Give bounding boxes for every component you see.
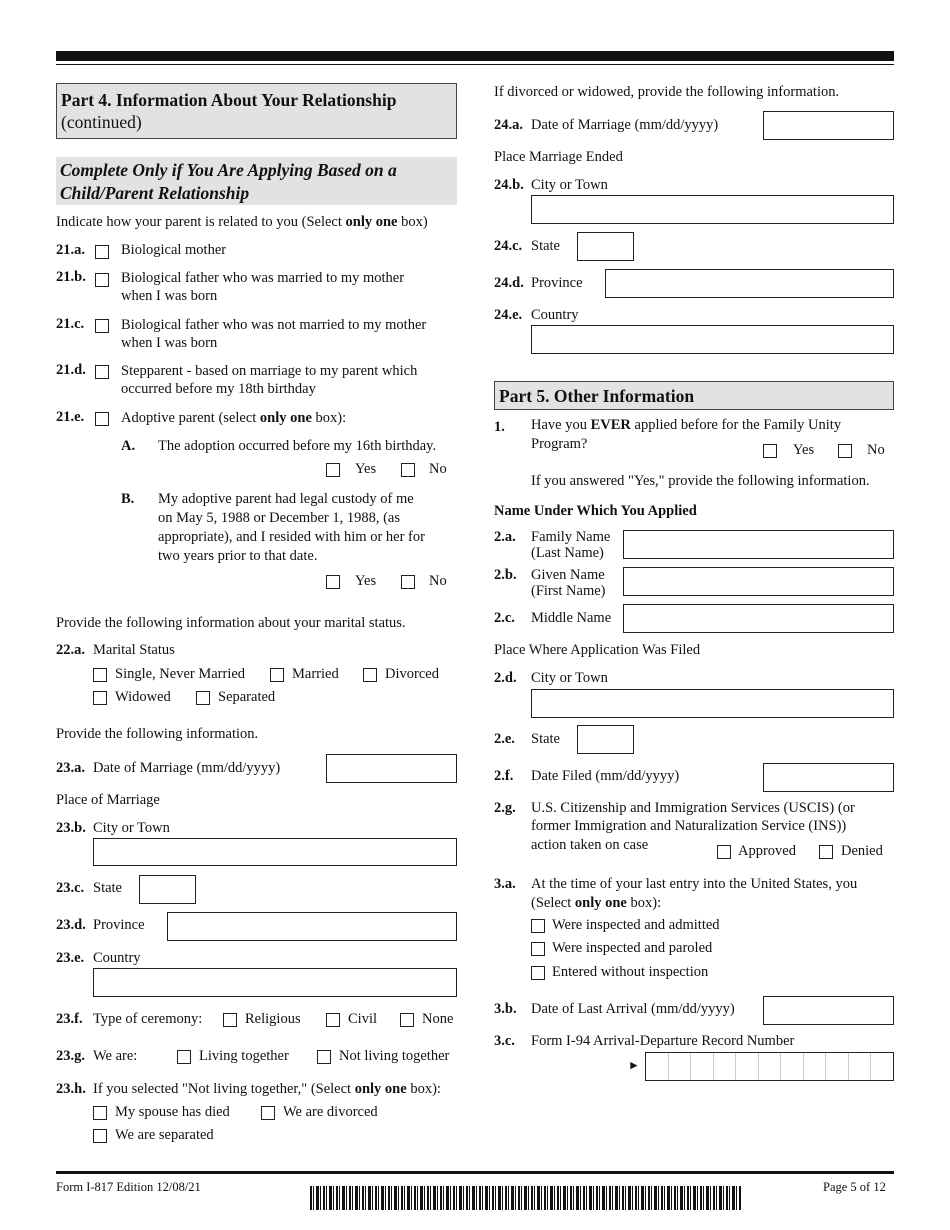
q2b-line2: (First Name) [531,583,606,599]
q2f-num: 2.f. [494,768,514,784]
divorced-label: Divorced [385,666,439,682]
top-rule [56,51,894,61]
q21a-checkbox[interactable] [95,245,109,259]
i94-number-field[interactable] [645,1052,894,1081]
living-together-label: Living together [199,1048,289,1064]
q2c-num: 2.c. [494,610,515,626]
divorced-intro: If divorced or widowed, provide the following information. [494,84,840,100]
optB-no-checkbox[interactable] [401,575,415,589]
part5-header [494,381,894,410]
last-arrival-date-field[interactable] [763,996,894,1025]
q24b-num: 24.b. [494,177,524,193]
q23h-label-bold: only one [354,1081,407,1097]
q2a-line1: Family Name [531,529,611,545]
spouse-died-checkbox[interactable] [93,1106,107,1120]
if-yes-instruction: If you answered "Yes," provide the following information. [531,473,870,489]
q3b-num: 3.b. [494,1001,517,1017]
form-edition: Form I-817 Edition 12/08/21 [56,1180,201,1194]
q23g-num: 23.g. [56,1048,85,1064]
civil-checkbox[interactable] [326,1013,340,1027]
place-filed: Place Where Application Was Filed [494,642,701,658]
q21b-num: 21.b. [56,269,86,285]
q23a-num: 23.a. [56,760,85,776]
q2b-line1: Given Name [531,567,605,583]
inspected-paroled-label: Were inspected and paroled [552,940,713,956]
q2a-num: 2.a. [494,529,516,545]
q24e-label: Country [531,307,579,323]
q2e-label: State [531,731,560,747]
barcode-icon [310,1186,742,1210]
optB-yes-checkbox[interactable] [326,575,340,589]
separated-checkbox[interactable] [196,691,210,705]
q2b-num: 2.b. [494,567,517,583]
without-inspection-label: Entered without inspection [552,964,709,980]
q22a-num: 22.a. [56,642,85,658]
q23c-label: State [93,880,122,896]
we-are-separated-label: We are separated [115,1127,214,1143]
filed-city-field[interactable] [531,689,894,718]
subtitle-line2: Child/Parent Relationship [60,183,250,203]
q23b-num: 23.b. [56,820,86,836]
q1-yes-checkbox[interactable] [763,444,777,458]
q1-label-post: applied before for the Family Unity [630,417,842,433]
optB-yes-label: Yes [355,573,377,589]
q21d-label1: Stepparent - based on marriage to my parent which [121,363,418,379]
q21d-num: 21.d. [56,362,86,378]
q24a-num: 24.a. [494,117,523,133]
q3c-num: 3.c. [494,1033,515,1049]
q24d-label: Province [531,275,583,291]
approved-checkbox[interactable] [717,845,731,859]
married-label: Married [292,666,339,682]
q21e-label [121,410,346,427]
q1-no-checkbox[interactable] [838,444,852,458]
we-are-divorced-label: We are divorced [283,1104,378,1120]
given-name-field[interactable] [623,567,894,596]
married-checkbox[interactable] [270,668,284,682]
marriage-date-field[interactable] [326,754,457,783]
q24b-label: City or Town [531,177,608,193]
q2e-num: 2.e. [494,731,515,747]
q21d-checkbox[interactable] [95,365,109,379]
we-are-separated-checkbox[interactable] [93,1129,107,1143]
q24a-label: Date of Marriage (mm/dd/yyyy) [531,117,719,133]
q23h-label-post: box): [406,1081,441,1097]
optB-line4: two years prior to that date. [158,548,318,564]
marriage-province-field[interactable] [167,912,457,941]
marriage-country-field[interactable] [93,968,457,997]
living-together-checkbox[interactable] [177,1050,191,1064]
q3b-label: Date of Last Arrival (mm/dd/yyyy) [531,1001,735,1017]
q23d-label: Province [93,917,145,933]
relationship-instruction [56,214,428,231]
optA-text: The adoption occurred before my 16th birthday. [158,438,437,454]
subtitle-line1: Complete Only if You Are Applying Based on a [60,160,397,180]
none-checkbox[interactable] [400,1013,414,1027]
q21e-checkbox[interactable] [95,412,109,426]
marriage-state-field[interactable] [139,875,196,904]
q24c-label: State [531,238,560,254]
single-label: Single, Never Married [115,666,246,682]
q23e-label: Country [93,950,141,966]
denied-label: Denied [841,843,883,859]
q2d-label: City or Town [531,670,608,686]
q3a-line2-bold: only one [574,895,627,911]
widowed-label: Widowed [115,689,171,705]
q3a-num: 3.a. [494,876,516,892]
bottom-rule [56,1171,894,1174]
optB-letter: B. [121,491,135,507]
q2f-label: Date Filed (mm/dd/yyyy) [531,768,680,784]
q3a-line1: At the time of your last entry into the United States, you [531,876,858,892]
optB-line2: on May 5, 1988 or December 1, 1988, (as [158,510,401,526]
q2g-num: 2.g. [494,800,516,816]
without-inspection-checkbox[interactable] [531,966,545,980]
q1-label-pre: Have you [531,417,591,433]
inspected-admitted-checkbox[interactable] [531,919,545,933]
q22a-label: Marital Status [93,642,175,658]
q21e-label-pre: Adoptive parent (select [121,410,260,426]
q24e-num: 24.e. [494,307,523,323]
q24d-num: 24.d. [494,275,524,291]
q23f-num: 23.f. [56,1011,83,1027]
q1-yes-label: Yes [793,442,815,458]
q3a-line2-post: box): [626,895,662,911]
q23g-label: We are: [93,1048,138,1064]
not-living-together-label: Not living together [339,1048,450,1064]
we-are-divorced-checkbox[interactable] [261,1106,275,1120]
q2c-label: Middle Name [531,610,612,626]
optA-yes-label: Yes [355,461,377,477]
page-number: Page 5 of 12 [823,1180,886,1194]
approved-label: Approved [738,843,796,859]
q21b-label2: when I was born [121,288,218,304]
q21e-num: 21.e. [56,409,85,425]
none-label: None [422,1011,454,1027]
inspected-paroled-checkbox[interactable] [531,942,545,956]
q23d-num: 23.d. [56,917,86,933]
arrow-icon: ► [628,1058,640,1072]
q21c-num: 21.c. [56,316,85,332]
optB-line3: appropriate), and I resided with him or her for [158,529,425,545]
optB-no-label: No [429,573,447,589]
q2d-num: 2.d. [494,670,517,686]
instruction-post: box) [397,214,428,230]
q23b-label: City or Town [93,820,170,836]
q2g-line1: U.S. Citizenship and Immigration Services (USCIS) (or [531,800,855,816]
q21a-num: 21.a. [56,242,85,258]
top-thin-rule [56,64,894,65]
q21a-label: Biological mother [121,242,227,258]
q2g-line2: former Immigration and Naturalization Service (INS)) [531,818,847,834]
religious-label: Religious [245,1011,301,1027]
q1-line2: Program? [531,436,588,452]
marriage-city-field[interactable] [93,838,457,866]
widowed-checkbox[interactable] [93,691,107,705]
civil-label: Civil [348,1011,378,1027]
q21c-label2: when I was born [121,335,218,351]
q1-num: 1. [494,419,505,435]
q21d-label2: occurred before my 18th birthday [121,381,316,397]
name-heading: Name Under Which You Applied [494,503,697,519]
single-checkbox[interactable] [93,668,107,682]
ended-state-field[interactable] [577,232,634,261]
q23h-num: 23.h. [56,1081,86,1097]
marital-intro: Provide the following information about your marital status. [56,615,406,631]
instruction-pre: Indicate how your parent is related to you (Select [56,214,346,230]
q23c-num: 23.c. [56,880,85,896]
optA-yes-checkbox[interactable] [326,463,340,477]
part4-header [56,83,457,139]
ended-province-field[interactable] [605,269,894,298]
date-filed-field[interactable] [763,763,894,792]
q23e-num: 23.e. [56,950,85,966]
optA-no-label: No [429,461,447,477]
q21b-label1: Biological father who was married to my mother [121,270,405,286]
middle-name-field[interactable] [623,604,894,633]
part4-continued: (continued) [61,112,142,132]
q23h-label [93,1081,441,1098]
ended-city-field[interactable] [531,195,894,224]
place-of-marriage: Place of Marriage [56,792,160,808]
part4-title: Part 4. Information About Your Relationship [61,90,397,110]
optB-line1: My adoptive parent had legal custody of me [158,491,414,507]
place-marriage-ended: Place Marriage Ended [494,149,623,165]
q21c-checkbox[interactable] [95,319,109,333]
part5-title: Part 5. Other Information [499,386,695,406]
family-name-field[interactable] [623,530,894,559]
q21c-label1: Biological father who was not married to my mother [121,317,427,333]
q23a-label: Date of Marriage (mm/dd/yyyy) [93,760,281,776]
ended-country-field[interactable] [531,325,894,354]
q3c-label: Form I-94 Arrival-Departure Record Number [531,1033,795,1049]
q23h-label-pre: If you selected "Not living together," (Select [93,1081,355,1097]
filed-state-field[interactable] [577,725,634,754]
divorced-checkbox[interactable] [363,668,377,682]
denied-checkbox[interactable] [819,845,833,859]
marriage-end-date-field[interactable] [763,111,894,140]
q21e-label-post: box): [311,410,347,426]
instruction-bold: only one [345,214,398,230]
religious-checkbox[interactable] [223,1013,237,1027]
q1-label [531,417,841,434]
q23f-label: Type of ceremony: [93,1011,203,1027]
q1-label-bold: EVER [590,417,631,433]
separated-label: Separated [218,689,276,705]
q3a-line2 [531,895,661,912]
q2g-line3: action taken on case [531,837,649,853]
q21e-label-bold: only one [259,410,312,426]
q1-no-label: No [867,442,885,458]
optA-no-checkbox[interactable] [401,463,415,477]
optA-letter: A. [121,438,136,454]
q21b-checkbox[interactable] [95,273,109,287]
q2a-line2: (Last Name) [531,545,604,561]
spouse-died-label: My spouse has died [115,1104,230,1120]
q24c-num: 24.c. [494,238,523,254]
provide-info: Provide the following information. [56,726,259,742]
part4-subheader [56,157,457,205]
inspected-admitted-label: Were inspected and admitted [552,917,720,933]
q3a-line2-pre: (Select [531,895,575,911]
not-living-together-checkbox[interactable] [317,1050,331,1064]
